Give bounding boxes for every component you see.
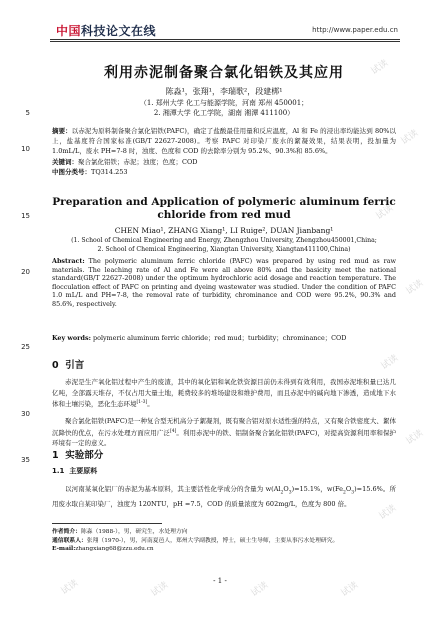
- subscript: 2: [280, 490, 284, 496]
- line-number: 20: [21, 268, 30, 276]
- page-number: - 1 -: [213, 577, 227, 585]
- keywords-label: Key words:: [52, 334, 91, 342]
- line-number: 15: [21, 212, 30, 220]
- paper-title-en: [52, 196, 396, 222]
- abstract-text: The polymeric aluminum ferric chloride (PAFC) was prepared by using red mud as raw materials. The leaching rate of Al and Fe were all above 80% and the basicity meet the national standard(GB/T 22627-2008) under the optimum hydrochloric acid dosage and reaction temperature. The flocculation effect of PAFC on printing and dyeing wastewater was studied. Under the condition of PAFC 1.0 mL/L and PH=7-8, the removal rate of turbidity, chrominance and COD were 95.2%, 90.3% and 85.6%, respectively.: [52, 257, 396, 308]
- affiliations-cn: [52, 98, 396, 118]
- paragraph-text: )=15.6%。所用废水取自某印染厂，浊度为 120NTU，pH =7.5，COD 的质量浓度为 602mg/L，色度为 800 倍。: [52, 485, 396, 508]
- clc-number: [52, 167, 396, 177]
- section-heading-experimental: [52, 447, 396, 461]
- keywords-text: 聚合氯化铝铁；赤泥；浊度；色度；COD: [78, 157, 198, 166]
- abstract-label: 摘要：: [52, 127, 72, 135]
- page-header: [0, 0, 440, 42]
- keywords-cn: [52, 157, 396, 167]
- watermark: 试读: [377, 503, 399, 522]
- abstract-label: Abstract:: [52, 257, 85, 265]
- header-divider-secondary: [50, 41, 400, 42]
- footnote-label: 作者简介：: [52, 529, 81, 535]
- logo-red-text: 中国: [56, 24, 82, 38]
- subsection-title: 主要原料: [69, 467, 98, 475]
- affiliation-line: 2. School of Chemical Engineering, Xiangtan University, Xiangtan411100,China): [97, 245, 351, 253]
- section-title: 实验部分: [65, 450, 104, 461]
- line-number: 5: [25, 109, 30, 117]
- subsection-number: 1.1: [52, 467, 65, 475]
- citation-ref[interactable]: [1-3]: [136, 400, 148, 406]
- logo-dark-text: 科技论文在线: [81, 24, 157, 38]
- citation-ref[interactable]: [4]: [169, 428, 177, 434]
- subscript: 3: [288, 490, 292, 496]
- line-number: 10: [21, 145, 30, 153]
- line-number: 30: [21, 410, 30, 418]
- footnote-divider: [52, 523, 162, 524]
- author-list-cn: 陈淼¹，张翔¹，李瑞歌²，段建梆¹: [165, 87, 283, 96]
- email-link[interactable]: zhangxiang68@zzu.edu.cn: [75, 546, 154, 553]
- paragraph-text: O: [283, 485, 289, 493]
- paragraph-text: 。利用赤泥中的铁、铝制备聚合氯化铝铁(PAFC)，对提高资源利用率和保护环境有一定的意义。: [52, 428, 396, 448]
- intro-paragraph-1: [52, 377, 396, 410]
- subscript: 3: [351, 490, 355, 496]
- footnote-text: 张翔（1970-），男，河南夏邑人，郑州大学副教授，博士，硕士生导师，主要从事污水处理研究。: [86, 537, 339, 544]
- title-line: chloride from red mud: [157, 209, 291, 221]
- paragraph-text: 聚合氯化铝铁(PAFC)是一种复合型无机高分子絮凝剂，既有聚合铝对原水适性强的特点，又有聚合铁密度大、絮体沉降快的优点，在污水处理方面应用广泛: [52, 417, 396, 437]
- footnote-line: [52, 528, 396, 537]
- subscript: 2: [343, 490, 346, 496]
- watermark: 试读: [399, 128, 421, 147]
- clc-value: TQ314.253: [91, 167, 128, 176]
- footnote-block: [52, 528, 396, 554]
- section-number: 1: [52, 450, 59, 461]
- affiliation-line: （1. 郑州大学 化工与能源学院，河南 郑州 450001；: [139, 99, 309, 107]
- footnote-line: [52, 537, 396, 546]
- footnote-label: E-mail:: [52, 546, 76, 553]
- section-heading-intro: [52, 357, 396, 371]
- section-number: 0: [52, 360, 59, 371]
- abstract-text: 以赤泥为原料制备聚合氯化铝铁(PAFC)，确定了盐酸最佳用量和反应温度，Al 和 Fe 的浸出率均能达到 80%以上，盐基度符合国家标准(GB/T 22627-2008)。考察 PAFC 对印染厂废水的絮凝效果，结果表明，投加量为 1.0mL/L，废水 PH=7-8 时，浊度、色度和 COD 的去除率分别为 95.2%、90.3%和 85.6%。: [52, 127, 396, 156]
- abstract-en: [52, 257, 396, 309]
- watermark: 试读: [374, 203, 396, 222]
- watermark: 试读: [339, 580, 361, 599]
- affiliation-line: (1. School of Chemical Engineering and Energy, Zhengzhou University, Zhengzhou450001,China;: [71, 237, 377, 244]
- site-logo[interactable]: [56, 22, 156, 39]
- watermark: 试读: [379, 353, 401, 372]
- footnote-text: 陈淼（1988-），男，研究生，水处理方向: [81, 529, 188, 535]
- paper-title-cn: 利用赤泥制备聚合氯化铝铁及其应用: [104, 65, 344, 81]
- watermark: 试读: [249, 580, 271, 599]
- line-number: 35: [21, 456, 30, 464]
- line-number: 25: [21, 343, 30, 351]
- author-list-en: CHEN Miao¹, ZHANG Xiang¹, LI Ruige², DUAN Jianbang¹: [114, 226, 334, 235]
- footnote-label: 通信联系人：: [52, 537, 87, 544]
- keywords-en: [52, 333, 396, 342]
- paragraph-text: O: [345, 485, 352, 493]
- header-divider: [50, 39, 400, 40]
- clc-label: 中图分类号：: [52, 167, 91, 176]
- paragraph-text: 赤泥是生产氧化铝过程中产生的废渣，其中的氧化铝和氧化铁资源目前仍未得到有效利用，我国赤泥堆积量已达几亿吨，全部露天堆存，不仅占用大量土地，耗费较多的堆场建设和维护费用，而且赤泥中的碱向地下渗透，造成地下水体和土壤污染，恶化生态环境: [52, 378, 396, 409]
- section-title: 引言: [65, 360, 85, 371]
- intro-paragraph-2: [52, 416, 396, 449]
- title-line: Preparation and Application of polymeric aluminum ferric: [52, 196, 396, 208]
- watermark: 试读: [149, 580, 171, 599]
- paragraph-text: )=15.1%，w(Fe: [291, 485, 344, 493]
- abstract-paragraph-cn: [52, 126, 396, 157]
- watermark: 试读: [404, 428, 426, 447]
- affiliations-en: [52, 237, 396, 254]
- keywords-text: polymeric aluminum ferric chloride；red mud；turbidity；chrominance；COD: [93, 334, 347, 342]
- watermark: 试读: [369, 58, 391, 77]
- watermark: 试读: [404, 278, 426, 297]
- keywords-label: 关键词：: [52, 157, 78, 166]
- paragraph-text: 以河南某氧化铝厂的赤泥为基本原料，其主要活性化学成分的含量为 w(Al: [65, 485, 281, 493]
- paragraph-text: 。: [147, 400, 154, 409]
- watermark: 试读: [59, 578, 81, 597]
- materials-paragraph: [52, 484, 396, 509]
- subsection-heading-materials: [52, 466, 396, 476]
- abstract-cn: [52, 126, 396, 177]
- affiliation-line: 2. 湘潭大学 化工学院，湖南 湘潭 411100）: [153, 109, 295, 117]
- footnote-line: [52, 545, 396, 554]
- site-url-link[interactable]: http://www.paper.edu.cn: [312, 26, 398, 34]
